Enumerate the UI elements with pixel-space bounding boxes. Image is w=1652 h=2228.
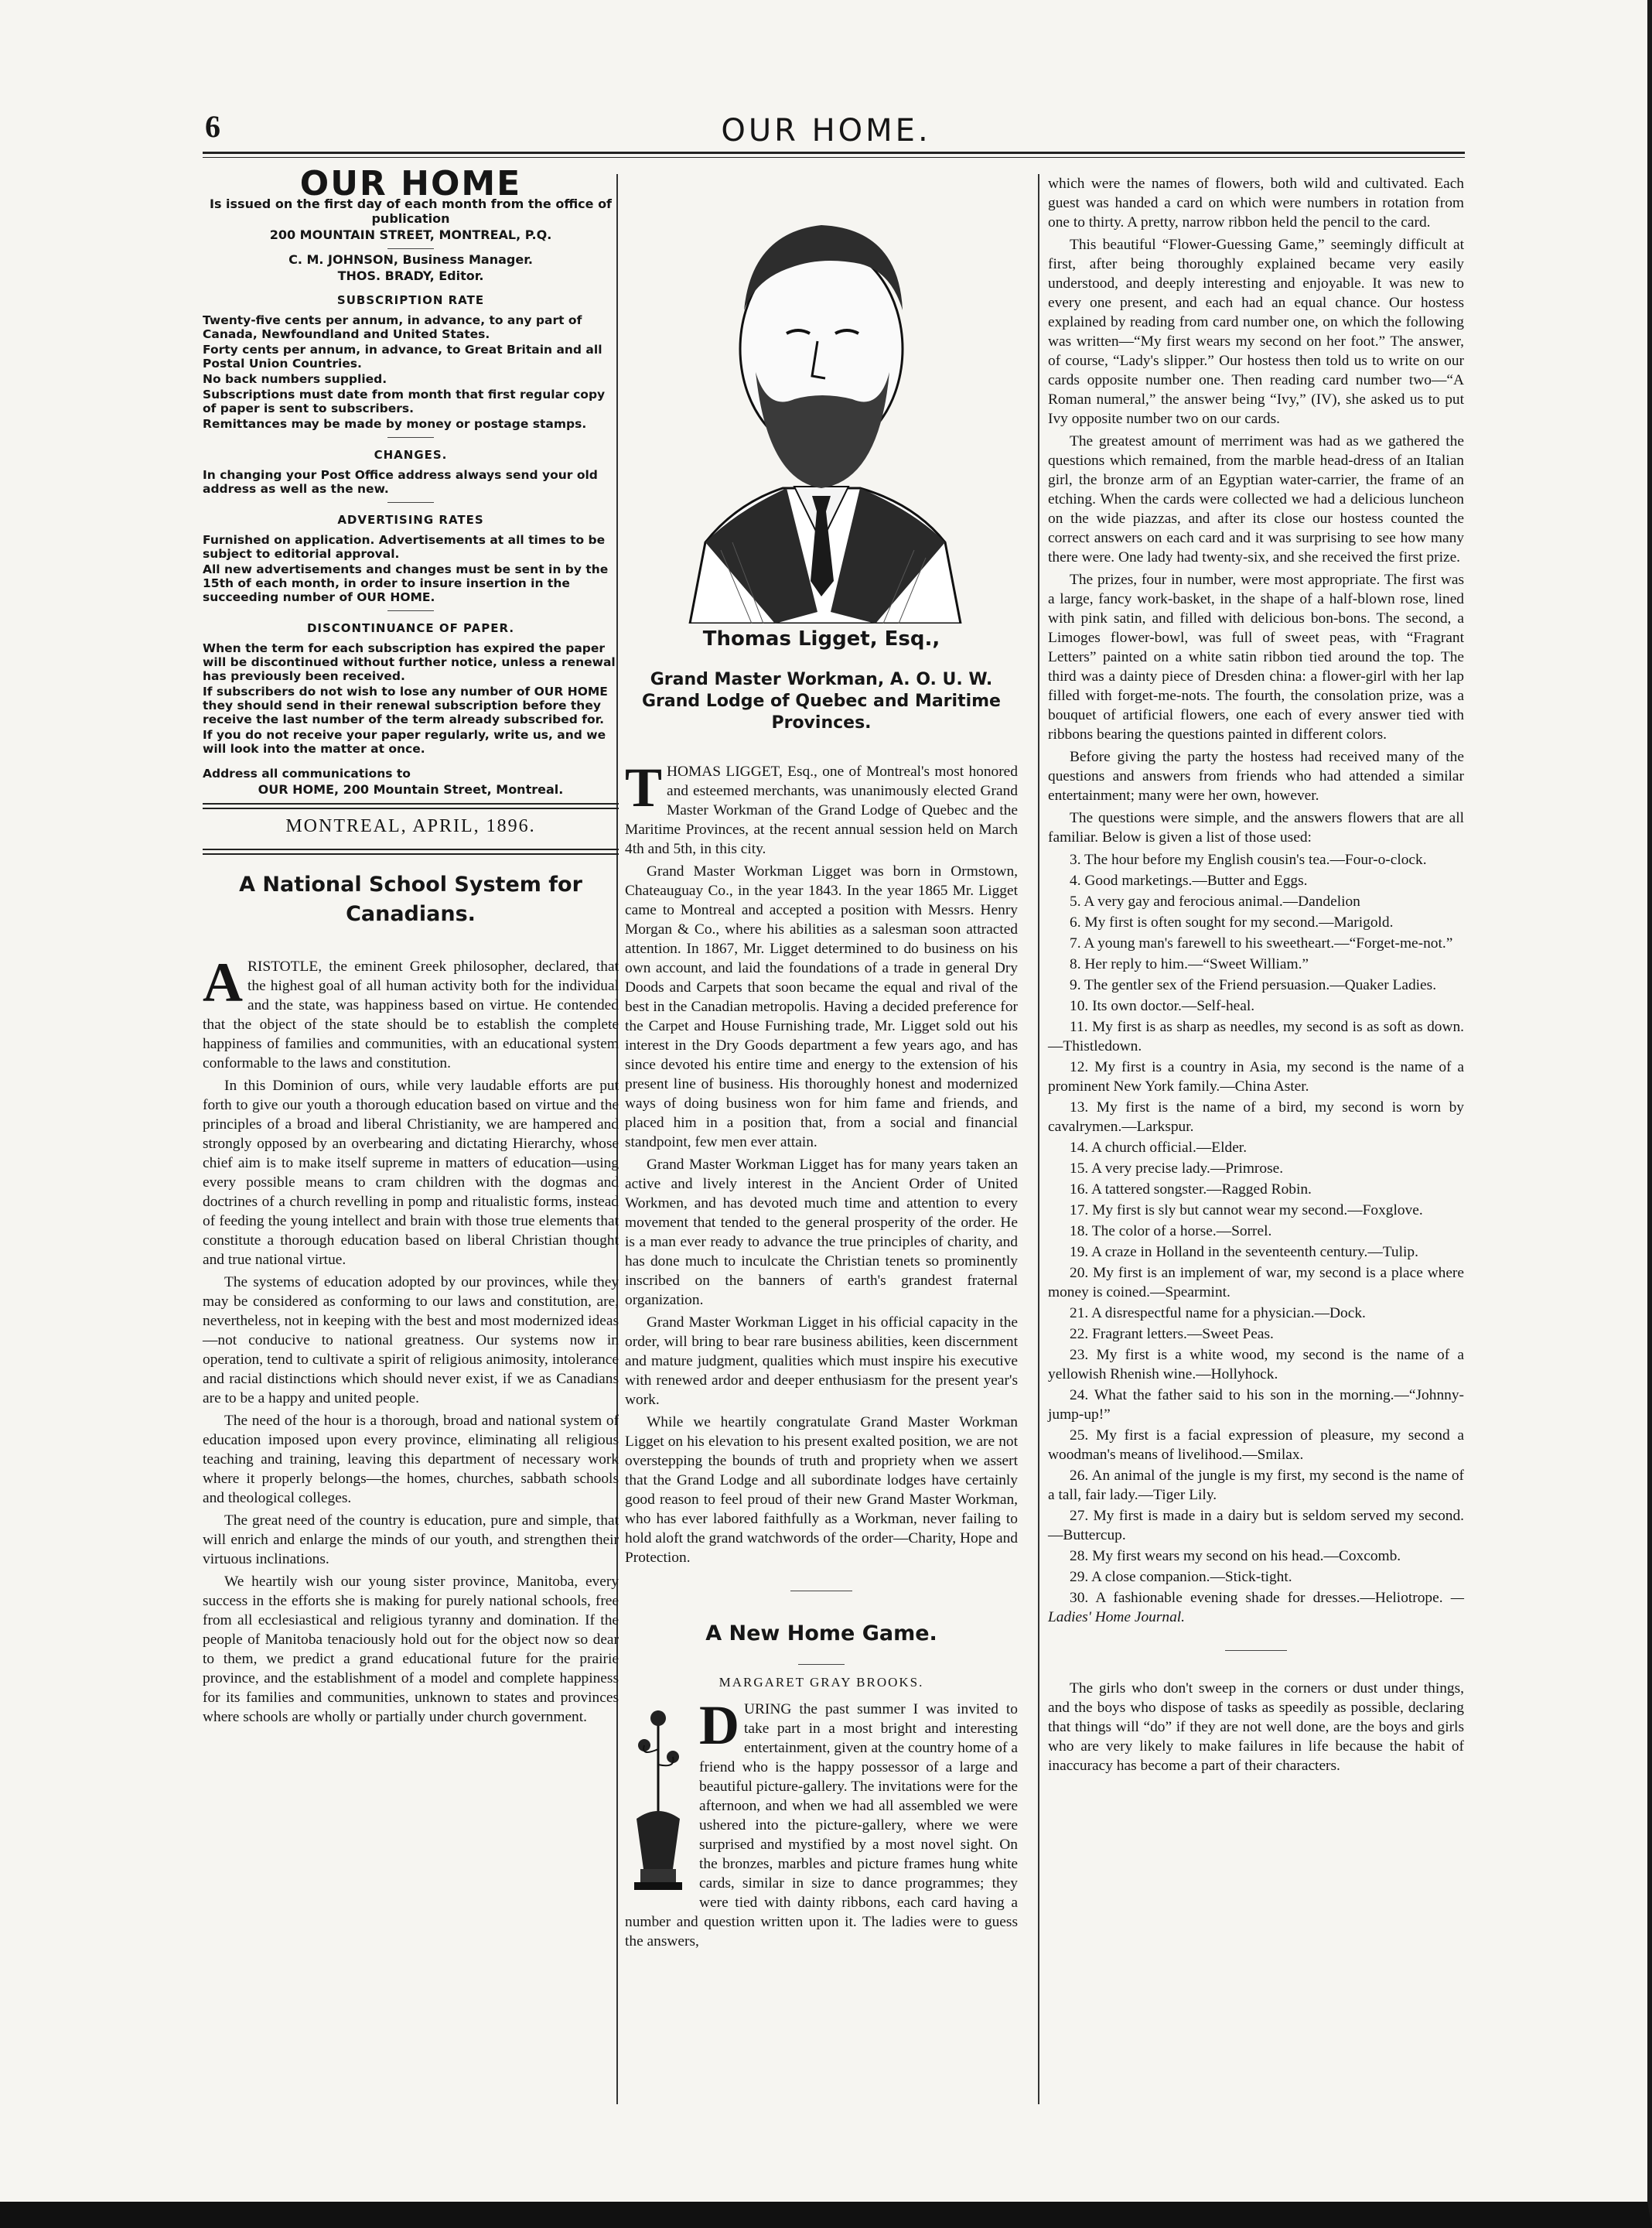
subscription-line: Forty cents per annum, in advance, to Great Britain and all Postal Union Countries. xyxy=(203,343,602,371)
discontinuance-line: If subscribers do not wish to lose any number of OUR HOME they should send in their renewal subscription before they receive the last number of the term already subscribed for. xyxy=(203,685,608,726)
list-item: 18. The color of a horse.—Sorrel. xyxy=(1070,1223,1272,1239)
article-paragraph: While we heartily congratulate Grand Master Workman Ligget on his elevation to his present exalted position, we are not overstepping the bounds of truth and propriety when we assert that the Grand Lodge and all subordinate lodges have certainly good reason to feel proud of their new Grand Master Workman, who has ever labored faithfully as a Workman, never failing to hold aloft the grand watchwords of the order—Charity, Hope and Protection. xyxy=(625,1414,1018,1566)
subscription-heading: SUBSCRIPTION RATE xyxy=(336,293,485,307)
article-paragraph: The need of the hour is a thorough, broad and national system of education imposed upon every province, eliminating all religious teaching and training, leaving this department of necessary work where it properly belongs—the homes, churches, sabbath schools and theological colleges. xyxy=(203,1413,619,1506)
subscription-line: Twenty-five cents per annum, in advance, to any part of Canada, Newfoundland and United States. xyxy=(203,313,582,341)
article-paragraph: Before giving the party the hostess had received many of the questions and answers from friends who had attended a similar entertainment; many were her own, however. xyxy=(1048,749,1464,804)
list-item: 7. A young man's farewell to his sweetheart.—“Forget-me-not.” xyxy=(1070,935,1453,952)
list-item: 15. A very precise lady.—Primrose. xyxy=(1070,1160,1284,1177)
drop-cap: A xyxy=(203,952,243,1013)
list-item: 5. A very gay and ferocious animal.—Dandelion xyxy=(1070,894,1360,910)
divider xyxy=(1225,1650,1287,1651)
source-credit: —Ladies' Home Journal. xyxy=(1048,1590,1465,1625)
flower-question-list xyxy=(1048,850,1464,1587)
list-item: 27. My first is made in a dairy but is seldom served my second.—Buttercup. xyxy=(1048,1508,1464,1543)
subscription-line: Subscriptions must date from month that first regular copy of paper is sent to subscribers. xyxy=(203,388,606,415)
divider xyxy=(387,502,434,503)
list-item: 22. Fragrant letters.—Sweet Peas. xyxy=(1070,1326,1274,1342)
subscription-line: Remittances may be made by money or postage stamps. xyxy=(203,417,587,431)
changes-text: In changing your Post Office address always send your old address as well as the new. xyxy=(203,468,598,496)
list-item: 21. A disrespectful name for a physician.—Dock. xyxy=(1070,1305,1366,1321)
list-item: 26. An animal of the jungle is my first, my second is the name of a tall, fair lady.—Tiger Lily. xyxy=(1048,1468,1464,1503)
article-paragraph: which were the names of flowers, both wild and cultivated. Each guest was handed a card on which were numbers in rotation from one to thirty. A pretty, narrow ribbon held the pencil to the card. xyxy=(1048,176,1464,231)
double-rule xyxy=(203,849,619,855)
address-all-label: Address all communications to xyxy=(203,767,411,781)
article-paragraph: This beautiful “Flower-Guessing Game,” seemingly difficult at first, after being thoroughly explained became very easily understood, and deeply interesting and enjoyable. It was new to every one present, and each had an equal chance. Our hostess explained by reading from card number one, on which the following was written—“My first wears my second on her foot.” The answer, of course, “Lady's slipper.” Our hostess then told us to write on our cards opposite number one. Then reading card number two—“A Roman numeral,” the answer being “Ivy,” (IV), she asked us to put Ivy opposite number two on our cards. xyxy=(1048,237,1464,427)
list-item: 14. A church official.—Elder. xyxy=(1070,1140,1248,1156)
article-paragraph: Grand Master Workman Ligget in his official capacity in the order, will bring to bear rare business abilities, keen discernment and mature judgment, qualities which must inspire his executive with renewed ardor and deeper enthusiasm for the present year's work. xyxy=(625,1314,1018,1408)
list-item: 23. My first is a white wood, my second is the name of a yellowish Rhenish wine.—Hollyhock. xyxy=(1048,1347,1464,1382)
list-item: 13. My first is the name of a bird, my second is worn by cavalrymen.—Larkspur. xyxy=(1048,1099,1464,1135)
discontinuance-line: If you do not receive your paper regularly, write us, and we will look into the matter at once. xyxy=(203,728,606,756)
column-middle xyxy=(614,174,1029,1954)
list-item: 10. Its own doctor.—Self-heal. xyxy=(1070,998,1255,1014)
list-item: 16. A tattered songster.—Ragged Robin. xyxy=(1070,1181,1312,1198)
column-left xyxy=(203,164,619,1730)
flower-vase-ornament xyxy=(625,1703,691,1896)
article-title-schools: A National School System for Canadians. xyxy=(239,873,582,926)
drop-cap: D xyxy=(699,1694,739,1756)
masthead-editor: THOS. BRADY, Editor. xyxy=(337,268,484,283)
article-title-game: A New Home Game. xyxy=(705,1621,937,1645)
list-item: 11. My first is as sharp as needles, my second is as soft as down.—Thistledown. xyxy=(1048,1019,1464,1054)
header-rule-top xyxy=(203,152,1465,154)
list-item: 20. My first is an implement of war, my second is a place where money is coined.—Spearmint. xyxy=(1048,1265,1464,1300)
article-paragraph: In this Dominion of ours, while very laudable efforts are put forth to give our youth a thorough education based on virtue and the principles of a broad and liberal Christianity, we are hampered and strongly opposed by an overbearing and dictating Hierarchy, whose chief aim is to make itself supreme in matters of education—using every possible means to cram children with the dogmas and doctrines of a church revelling in pomp and ritualistic forms, instead of feeding the young intellect and brain with those true elements that constitute a thorough education based on liberal Christian thought and true national virtue. xyxy=(203,1078,619,1268)
list-item: 8. Her reply to him.—“Sweet William.” xyxy=(1070,956,1309,972)
masthead-issued: Is issued on the first day of each month from the office of publication xyxy=(209,196,613,226)
list-item: 3. The hour before my English cousin's tea.—Four-o-clock. xyxy=(1070,852,1427,868)
article-byline: MARGARET GRAY BROOKS. xyxy=(718,1675,924,1690)
list-item: 17. My first is sly but cannot wear my second.—Foxglove. xyxy=(1070,1202,1423,1218)
divider xyxy=(387,437,434,438)
portrait-caption-name: Thomas Ligget, Esq., xyxy=(702,627,940,651)
divider xyxy=(798,1664,845,1665)
advertising-heading: ADVERTISING RATES xyxy=(337,513,484,527)
article-paragraph: ARISTOTLE, the eminent Greek philosopher, declared, that the highest goal of all human activity both for the individual and the state, was happiness based on virtue. He contended that the object of the state should be to establish the complete happiness of families and communities, with an educational system conformable to the laws and constitution. xyxy=(203,952,619,1071)
portrait-caption-title: Grand Master Workman, A. O. U. W. Grand Lodge of Quebec and Maritime Provinces. xyxy=(642,670,1001,733)
discontinuance-line: When the term for each subscription has expired the paper will be discontinued without further notice, unless a renewal has previously been received. xyxy=(203,641,616,683)
column-right xyxy=(1048,174,1464,1779)
advertising-line: Furnished on application. Advertisements at all times to be subject to editorial approval. xyxy=(203,533,606,561)
dateline: MONTREAL, APRIL, 1896. xyxy=(285,816,536,836)
header-rule-bottom xyxy=(203,157,1465,158)
list-item: 12. My first is a country in Asia, my second is the name of a prominent New York family.—China Aster. xyxy=(1048,1059,1464,1095)
portrait-engraving xyxy=(659,179,984,624)
page-number: 6 xyxy=(205,109,220,144)
list-item: 24. What the father said to his son in the morning.—“Johnny-jump-up!” xyxy=(1048,1387,1464,1423)
masthead-title: OUR HOME xyxy=(299,164,522,203)
article-paragraph: The prizes, four in number, were most appropriate. The first was a large, fancy work-basket, in the shape of a half-blown rose, lined with pink satin, and filled with delicious bon-bons. The second, a Limoges flower-bowl, was full of sweet peas, with “Fragrant Letters” painted on a white satin ribbon tied around the top. The third was a dainty piece of Dresden china: a flower-girl with her lap filled with forget-me-nots. The fourth, the consolation prize, was a bouquet of artificial flowers, one each of every answer tied with ribbons bearing the questions painted in different colors. xyxy=(1048,572,1464,743)
discontinuance-heading: DISCONTINUANCE OF PAPER. xyxy=(306,621,515,635)
list-item: 29. A close companion.—Stick-tight. xyxy=(1070,1569,1292,1585)
subscription-line: No back numbers supplied. xyxy=(203,372,387,386)
article-paragraph: The questions were simple, and the answers flowers that are all familiar. Below is given a list of those used: xyxy=(1048,810,1464,846)
list-item: 25. My first is a facial expression of pleasure, my second a woodman's means of livelihood.—Smilax. xyxy=(1048,1427,1464,1463)
drop-cap: T xyxy=(625,757,663,818)
article-paragraph: The great need of the country is education, pure and simple, that will enrich and enlarge the minds of our youth, and strengthen their virtuous inclinations. xyxy=(203,1512,619,1567)
article-paragraph: We heartily wish our young sister province, Manitoba, every success in the efforts she is making for purely national schools, free from all ecclesiastical and religious tyranny and domination. If the people of Manitoba tenaciously hold out for the object now so dear to them, we predict a grand educational future for the prairie province, and the establishment of a model and complete happiness for its families and communities, unknown to states and provinces where schools are wholly or partially under church government. xyxy=(203,1574,619,1725)
list-item: 30. A fashionable evening shade for dresses.—Heliotrope. xyxy=(1070,1590,1443,1606)
column-rule-right xyxy=(1038,174,1039,2104)
article-paragraph: THOMAS LIGGET, Esq., one of Montreal's most honored and esteemed merchants, was unanimously elected Grand Master Workman of the Grand Lodge of Quebec and the Maritime Provinces, at the recent annual session held on March 4th and 5th, in this city. xyxy=(625,757,1018,857)
closing-note: The girls who don't sweep in the corners or dust under things, and the boys who dispose of tasks as speedily as possible, declaring that things will “do” if they are not well done, are the boys and girls who are very likely to make failures in life because the habit of inaccuracy has become a part of their characters. xyxy=(1048,1680,1464,1774)
list-item: 6. My first is often sought for my second.—Marigold. xyxy=(1070,914,1394,931)
address-all-value: OUR HOME, 200 Mountain Street, Montreal. xyxy=(258,782,564,797)
changes-heading: CHANGES. xyxy=(374,448,448,462)
article-paragraph: The greatest amount of merriment was had as we gathered the questions which remained, from the marble head-dress of an Italian girl, the bronze arm of an Egyptian water-carrier, the frame of an etching. When the cards were collected we had a delicious luncheon on the wide piazzas, and after its close our hostess counted the correct answers on each card and it was surprising to see how many there were. One lady had twenty-six, and she received the first prize. xyxy=(1048,433,1464,566)
divider xyxy=(387,248,434,249)
list-item: 19. A craze in Holland in the seventeenth century.—Tulip. xyxy=(1070,1244,1418,1260)
list-item: 9. The gentler sex of the Friend persuasion.—Quaker Ladies. xyxy=(1070,977,1437,993)
article-paragraph: The systems of education adopted by our provinces, while they may be considered as conforming to our laws and constitution, are, nevertheless, not in keeping with the best and most modernized ideas—not conducive to national greatness. Our systems now in operation, tend to cultivate a spirit of religious animosity, intolerance and racial distinctions which should never exist, if we as Canadians are to be a happy and united people. xyxy=(203,1274,619,1406)
list-item: 4. Good marketings.—Butter and Eggs. xyxy=(1070,873,1308,889)
list-item: 28. My first wears my second on his head.—Coxcomb. xyxy=(1070,1548,1401,1564)
masthead-manager: C. M. JOHNSON, Business Manager. xyxy=(288,252,533,267)
article-paragraph: Grand Master Workman Ligget has for many years taken an active and lively interest in the Ancient Order of United Workmen, and has devoted much time and attention to every movement that tended to the general prosperity of the order. He is a man ever ready to advance the true principles of charity, and has done much to inculcate the Christian tenets so prominently inscribed on the banners of earth's grandest fraternal organization. xyxy=(625,1157,1018,1308)
article-paragraph: Grand Master Workman Ligget was born in Ormstown, Chateauguay Co., in the year 1843. In the year 1865 Mr. Ligget came to Montreal and accepted a position with Messrs. Henry Morgan & Co., where his abilities as a salesman soon attracted attention. In 1867, Mr. Ligget determined to do business on his own account, and laid the foundations of a trade in general Dry Doods and Carpets that soon became the equal and rival of the best in the Canadian metropolis. Having a decided preference for the Carpet and House Furnishing trade, Mr. Ligget sold out his interest in the Dry Goods department a few years ago, and has since devoted his entire time and energy to the extension of his present line of business. His thoroughly honest and modernized ways of doing business won for him fame and friends, and placed him in a position that, from a social and financial standpoint, few men ever attain. xyxy=(625,863,1018,1150)
double-rule xyxy=(203,803,619,809)
divider xyxy=(387,610,434,611)
article-paragraph: DURING the past summer I was invited to take part in a most bright and interesting entertainment, given at the country home of a friend who is the happy possessor of a large and beautiful picture-gallery. The invitations were for the afternoon, and when we had all assembled we were ushered into the picture-gallery, where we were surprised and mystified by a most novel sight. On the bronzes, marbles and picture frames hung white cards, similar in size to dance programmes; they were tied with dainty ribbons, each card having a number and question written upon it. The ladies were to guess the answers, xyxy=(625,1694,1018,1950)
masthead-address: 200 MOUNTAIN STREET, MONTREAL, P.Q. xyxy=(269,227,552,242)
running-head: OUR HOME. xyxy=(721,113,931,149)
advertising-line: All new advertisements and changes must be sent in by the 15th of each month, in order to insure insertion in the succeeding number of OUR HOME. xyxy=(203,562,609,604)
